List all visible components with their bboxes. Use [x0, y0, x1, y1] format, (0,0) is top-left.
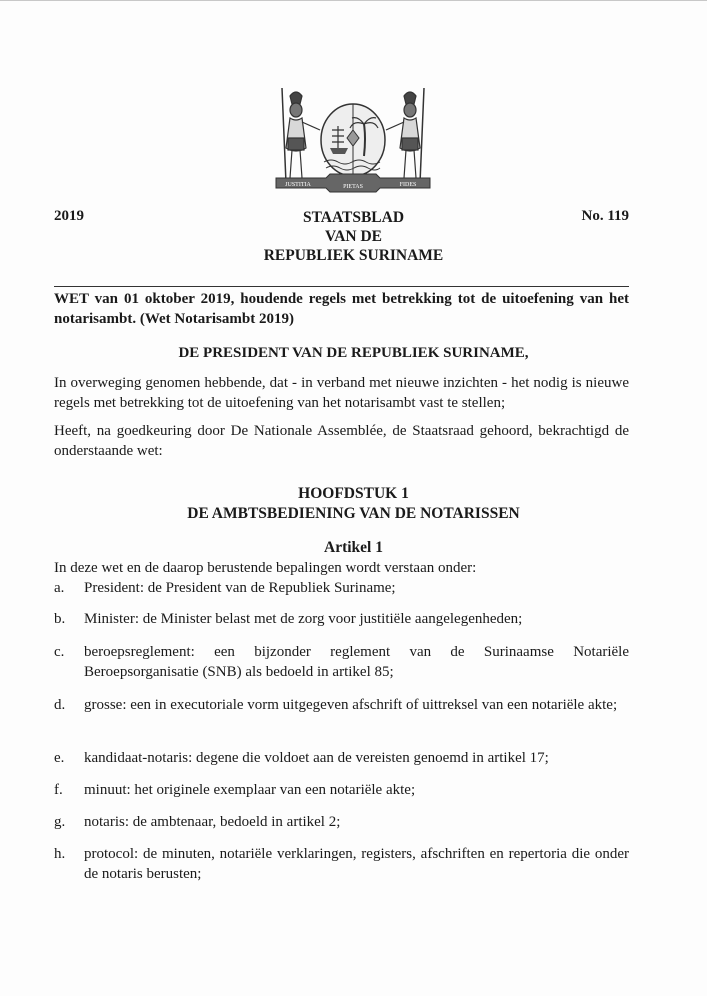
article-heading: Artikel 1: [324, 539, 383, 556]
definition-marker: f.: [54, 782, 63, 798]
preamble-consideration: In overweging genomen hebbende, dat - in verband met nieuwe inzichten - het nodig is nieuwe regels met betrekking tot de uitoefening van het notarisambt vast te stellen;: [54, 375, 629, 411]
definition-item: [54, 695, 629, 715]
law-title: WET van 01 oktober 2019, houdende regels met betrekking tot de uitoefening van het notarisambt. (Wet Notarisambt 2019): [54, 291, 629, 327]
definition-text: kandidaat-notaris: degene die voldoet aan de vereisten genoemd in artikel 17;: [84, 750, 549, 766]
article-intro: In deze wet en de daarop berustende bepalingen wordt verstaan onder:: [54, 560, 477, 576]
definition-marker: c.: [54, 644, 65, 660]
publication-title-line-3: REPUBLIEK SURINAME: [263, 247, 444, 264]
definition-marker: h.: [54, 846, 66, 862]
svg-text:FIDES: FIDES: [399, 182, 417, 188]
definition-text: minuut: het originele exemplaar van een notariële akte;: [84, 782, 416, 798]
definition-item: [54, 844, 629, 884]
publication-title-line-2: VAN DE: [325, 228, 382, 245]
header-divider: [54, 286, 629, 287]
definition-item: [54, 812, 629, 832]
definition-text: President: de President van de Republiek Suriname;: [84, 580, 396, 596]
definition-marker: d.: [54, 697, 66, 713]
definition-marker: g.: [54, 814, 66, 830]
definition-item: [54, 748, 629, 768]
president-heading: DE PRESIDENT VAN DE REPUBLIEK SURINAME,: [178, 345, 529, 361]
chapter-title: DE AMBTSBEDIENING VAN DE NOTARISSEN: [187, 505, 520, 522]
chapter-heading: [0, 484, 707, 524]
definition-item: [54, 609, 629, 629]
definition-item: [54, 780, 629, 800]
publication-number: No. 119: [581, 208, 629, 224]
coat-of-arms-icon: [268, 78, 438, 196]
publication-title-line-1: STAATSBLAD: [302, 209, 405, 226]
definition-text: protocol: de minuten, notariële verklaringen, registers, afschriften en repertoria die onder de notaris berusten;: [84, 846, 629, 882]
definition-marker: b.: [54, 611, 66, 627]
definition-marker: e.: [54, 750, 65, 766]
definition-text: grosse: een in executoriale vorm uitgegeven afschrift of uittreksel van een notariële akte;: [84, 697, 618, 713]
definition-marker: a.: [54, 580, 65, 596]
svg-text:PIETAS: PIETAS: [343, 184, 363, 190]
definition-text: Minister: de Minister belast met de zorg voor justitiële aangelegenheden;: [84, 611, 523, 627]
definition-text: beroepsreglement: een bijzonder reglement van de Surinaamse Notariële Beroepsorganisatie (SNB) als bedoeld in artikel 85;: [84, 644, 629, 680]
chapter-number: HOOFDSTUK 1: [298, 485, 409, 502]
preamble-enactment: Heeft, na goedkeuring door De Nationale Assemblée, de Staatsraad gehoord, bekrachtigd de onderstaande wet:: [54, 423, 629, 459]
publication-year: 2019: [54, 208, 84, 224]
svg-text:JUSTITIA: JUSTITIA: [285, 182, 311, 188]
definition-item: [54, 578, 629, 598]
definition-text: notaris: de ambtenaar, bedoeld in artikel 2;: [84, 814, 341, 830]
definition-item: [54, 642, 629, 682]
